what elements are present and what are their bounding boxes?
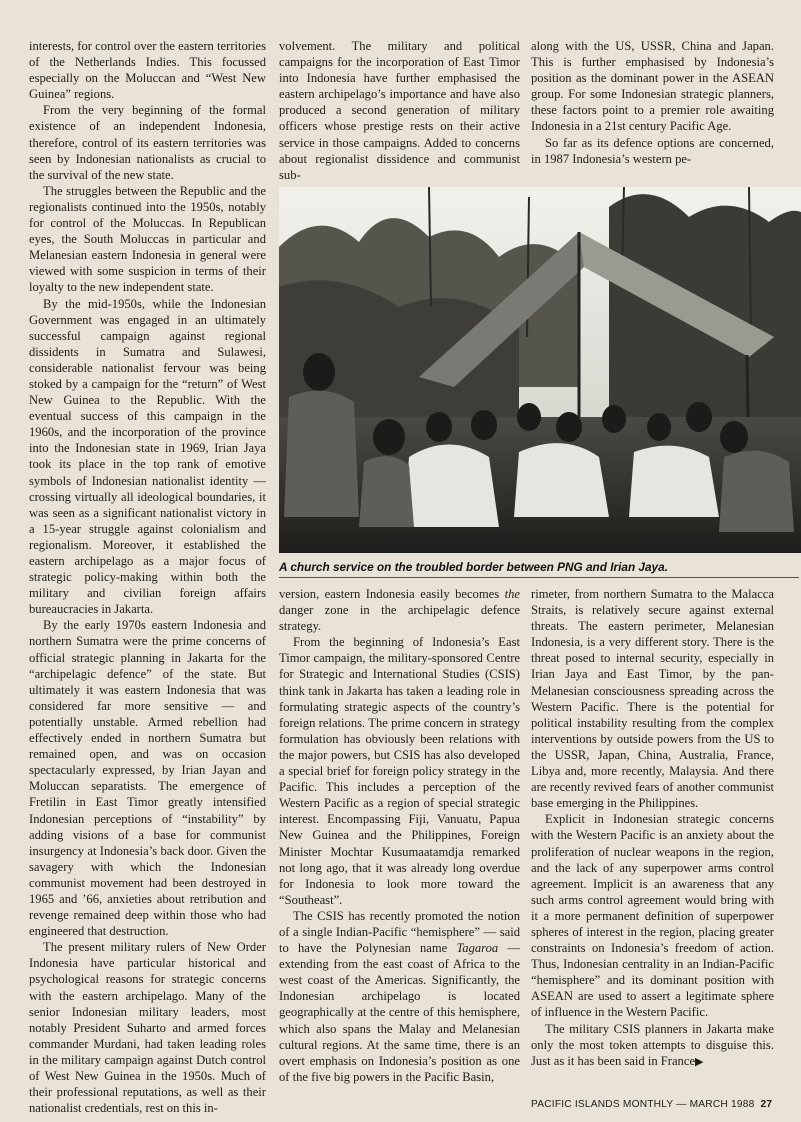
paragraph: By the mid-1950s, while the Indonesian Government was engaged in an ultimately successful campaign against regional dissidents in Sumatra and Sulawesi, considerable nationalist fervour was being stoked by a campaign for the “return” of West New Guinea to the Republic. With the eventual success of this campaign in the 1960s, and the incorporation of the province into the Indonesian state in 1969, Irian Jaya took its place in the top rank of emotive symbols of Indonesian nationalist identity — crossing virtually all ideological boundaries, it was seen as a significant nationalist victory in a 15-year struggle against colonialism and regionalism. Moreover, it established the eastern archipelago as a major focus of strategic policy-making within both the military and civilian foreign affairs bureaucracies in Jakarta. xyxy=(29,296,266,617)
caption-divider xyxy=(279,577,799,578)
paragraph: From the very beginning of the formal existence of an independent Indonesia, therefore, control of its eastern territories was seen by Indonesian nationalists as crucial to the survival of the new state. xyxy=(29,103,266,182)
paragraph: Explicit in Indonesian strategic concerns with the Western Pacific is an anxiety about the proliferation of nuclear weapons in the region, and the lack of any superpower arms control agreement. Implicit is an awareness that any such arms control agreement would bring with it a more permanent definition of superpower spheres of interest in the region, placing greater constraints on Indonesia’s freedom of action. Thus, Indonesian centrality in an Indian-Pacific “hemisphere” and its dominant position with ASEAN are used to assert a legitimate sphere of influence in the Western Pacific. xyxy=(531,812,774,1020)
article-column-right-top xyxy=(531,38,774,168)
church-service-photo xyxy=(279,187,801,553)
paragraph: along with the US, USSR, China and Japan. This is further emphasised by Indonesia’s position as the dominant power in the ASEAN group. For some Indonesian strategic planners, these factors point to a premier role awaiting Indonesia in a 21st century Pacific Age. xyxy=(531,39,774,134)
article-column-left xyxy=(29,38,266,1116)
paragraph: interests, for control over the eastern territories of the Netherlands Indies. This focussed especially on the Moluccan and “West New Guinea” regions. xyxy=(29,39,266,102)
text-run: danger zone in the archipelagic defence strategy. xyxy=(279,603,520,634)
photo-caption: A church service on the troubled border between PNG and Irian Jaya. xyxy=(279,560,668,574)
text-run: — extending from the east coast of Africa to the west coast of the Americas. Significantly, the Indonesian archipelago is located geographically at the centre of this hemisphere, which also spans the Malay and Melanesian cultural regions. At the same time, there is an overt emphasis on Indonesia’s position as one of the five big powers in the Pacific Basin, xyxy=(279,941,520,1084)
article-column-middle-top xyxy=(279,38,520,182)
publication-name: PACIFIC ISLANDS MONTHLY — MARCH 1988 xyxy=(531,1099,755,1110)
text-run: version, eastern Indonesia easily becomes xyxy=(279,587,505,601)
paragraph xyxy=(279,908,520,1085)
text-run: The military CSIS planners in Jakarta make only the most token attempts to disguise this. Just as it has been said in France xyxy=(531,1021,774,1068)
paragraph: So far as its defence options are concerned, in 1987 Indonesia’s western pe- xyxy=(531,135,774,166)
page-footer xyxy=(531,1099,774,1110)
paragraph xyxy=(531,1021,774,1070)
paragraph: volvement. The military and political campaigns for the incorporation of East Timor into Indonesia have further emphasised the eastern archipelago’s importance and have also produced a second generation of military officers whose prestige rests on their active service in those campaigns. Added to concerns about regionalist dissidence and communist sub- xyxy=(279,39,520,182)
paragraph: By the early 1970s eastern Indonesia and northern Sumatra were the prime concerns of official strategic planning in Jakarta for the “archipelagic defence” of the state. But ultimately it was eastern Indonesia that was considered far more sensitive — and potentially unstable. Armed rebellion had effectively ended in northern Sumatra but remained open, and was on occasion spectacularly expressed, by Irian Jayan and Moluccan separatists. The emergence of Fretilin in East Timor greatly intensified Indonesian perceptions of “instability” by adding visions of a base for communist insurgency at Indonesia’s back door. Given the savagery with which the Indonesian communist movement had been destroyed in 1965 and ’66, anxieties about retribution and revenge remained deep within those who had engineered that destruction. xyxy=(29,618,266,939)
article-column-middle-bottom xyxy=(279,586,520,1096)
paragraph: The struggles between the Republic and the regionalists continued into the 1950s, notably for control of the Moluccas. In Republican eyes, the South Moluccas in particular and Melanesian eastern Indonesia in general were viewed with some suspicion in terms of their loyalty to the new independent state. xyxy=(29,183,266,295)
text-run: The CSIS has recently promoted the notion of a single Indian-Pacific “hemisphere” — said to have the Polynesian name xyxy=(279,908,520,956)
page-number: 27 xyxy=(760,1099,773,1110)
paragraph: From the beginning of Indonesia’s East Timor campaign, the military-sponsored Centre for Strategic and International Studies (CSIS) think tank in Jakarta has taken a leading role in formulating strategic aspects of the country’s foreign relations. The prime concern in strategy formulation has obviously been relations with the major powers, but CSIS has also developed a special brief for foreign policy strategy in the Pacific. This includes a perception of the Western Pacific as a region of special strategic interest. Encompassing Fiji, Vanuatu, Papua New Guinea and the Philippines, Foreign Minister Mochtar Kusumaatamdja remarked not long ago, that it was already long overdue for Indonesia to look more toward the “Southeast”. xyxy=(279,635,520,907)
emphasis: Tagaroa xyxy=(456,941,499,956)
continue-arrow-icon: ▶ xyxy=(695,1055,704,1068)
paragraph xyxy=(279,586,520,634)
paragraph: The present military rulers of New Order Indonesia have particular historical and psychological reasons for strategic concerns with the eastern archipelago. Many of the senior Indonesian military leaders, most notably President Suharto and armed forces commander Murdani, had taken leading roles in the military campaign against Dutch control of West New Guinea in the 1950s. Much of their professional reputations, as well as their nationalist credentials, rest on this in- xyxy=(29,940,266,1116)
article-column-right-bottom xyxy=(531,586,774,1082)
paragraph: rimeter, from northern Sumatra to the Malacca Straits, is relatively secure against external threats. The eastern perimeter, Melanesian Indonesia, is a very different story. There is the threat posed to internal security, especially in Irian Jaya and East Timor, by the pan-Melanesian consciousness spreading across the Western Pacific. There is the potential for political instability resulting from the complex interventions by outside powers from the US to the USSR, Japan, China, Australia, France, Libya and, more recently, Malaysia. And there are recently revived fears of another communist base emerging in the Philippines. xyxy=(531,587,774,811)
emphasis: the xyxy=(504,587,520,601)
